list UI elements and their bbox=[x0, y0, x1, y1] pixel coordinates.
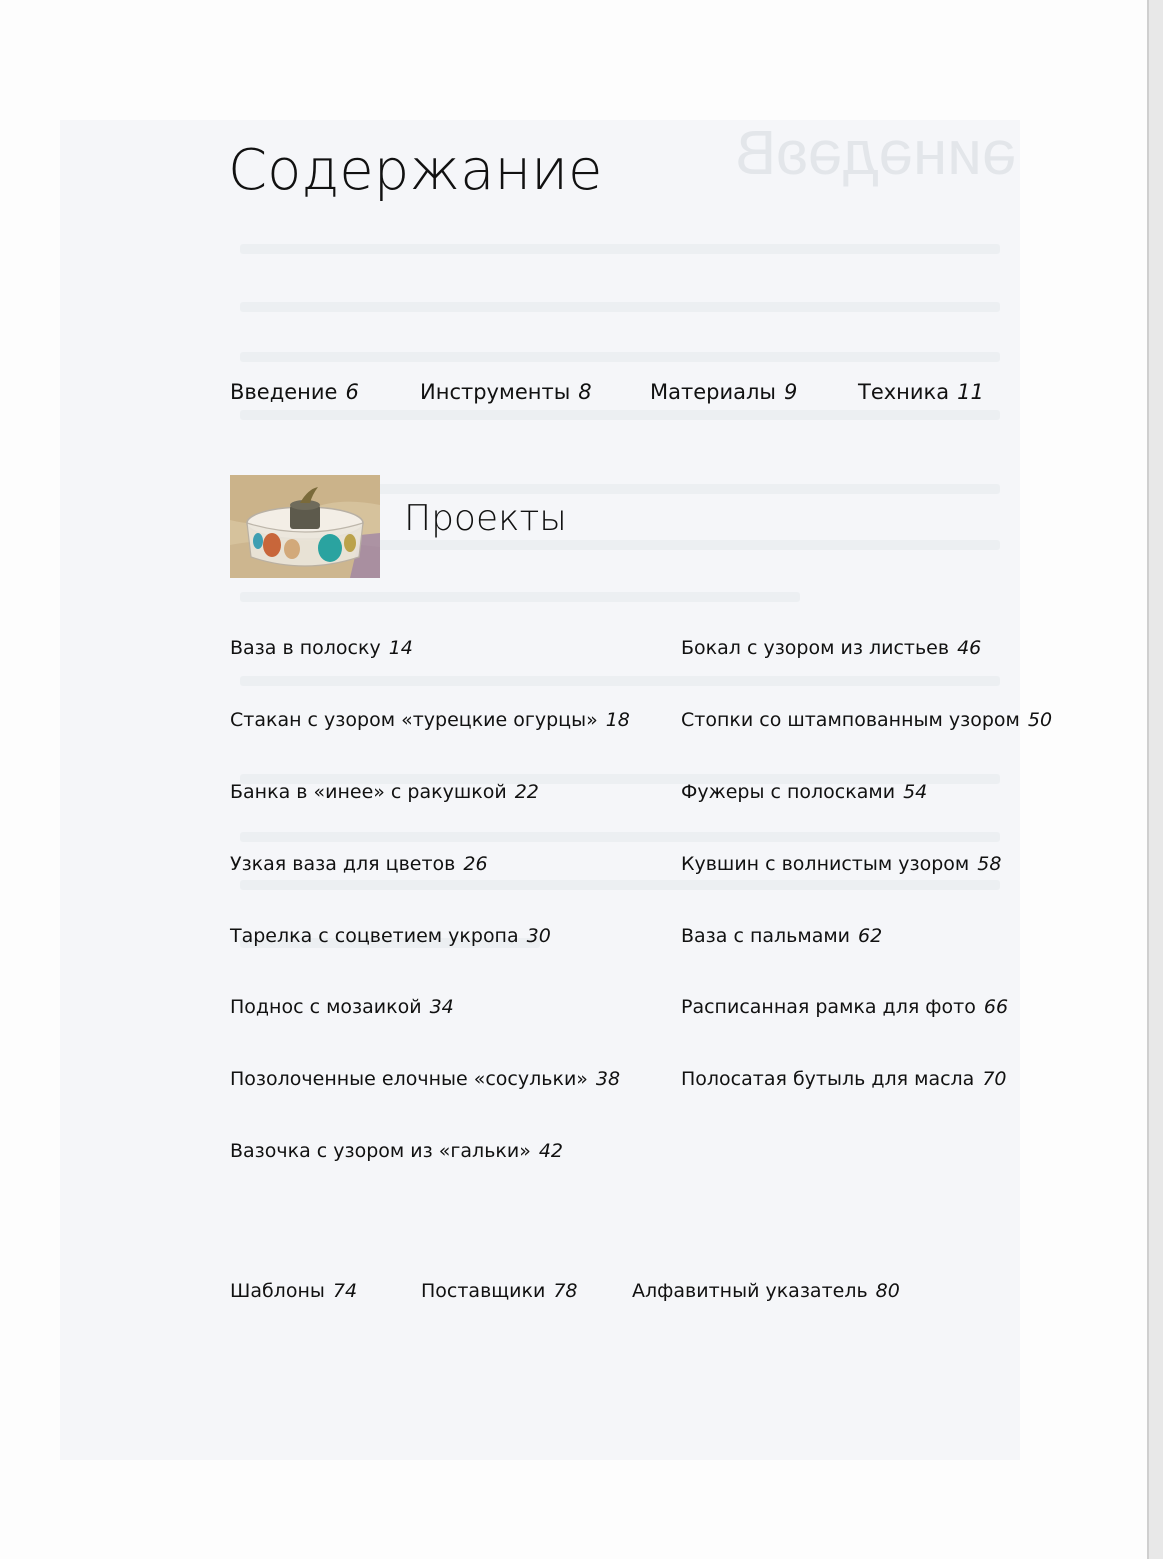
toc-entry-project[interactable] bbox=[681, 996, 1008, 1018]
show-through-line bbox=[240, 676, 1000, 686]
toc-entry-project[interactable] bbox=[230, 1068, 620, 1090]
toc-entry-project[interactable] bbox=[681, 853, 1001, 875]
show-through-line bbox=[240, 832, 1000, 842]
show-through-line bbox=[240, 302, 1000, 312]
toc-entry-suppliers[interactable] bbox=[421, 1280, 578, 1302]
toc-entry-tools[interactable] bbox=[420, 380, 592, 404]
toc-entry-label: Позолоченные елочные «сосульки» bbox=[230, 1068, 588, 1090]
toc-entry-label: Стопки со штампованным узором bbox=[681, 709, 1020, 731]
toc-entry-label: Тарелка с соцветием укропа bbox=[230, 925, 519, 947]
toc-entry-page: 74 bbox=[332, 1280, 358, 1302]
toc-entry-label: Бокал с узором из листьев bbox=[681, 637, 950, 659]
toc-entry-label: Стакан с узором «турецкие огурцы» bbox=[230, 709, 598, 731]
toc-entry-project[interactable] bbox=[681, 781, 927, 803]
show-through-line bbox=[240, 592, 800, 602]
toc-entry-label: Ваза в полоску bbox=[230, 637, 381, 659]
toc-entry-page: 6 bbox=[345, 380, 359, 404]
toc-entry-project[interactable] bbox=[230, 925, 551, 947]
toc-entry-page: 18 bbox=[605, 709, 630, 731]
toc-entry-page: 42 bbox=[538, 1140, 564, 1162]
toc-entry-page: 38 bbox=[595, 1068, 621, 1090]
page-title: Содержание bbox=[228, 138, 603, 203]
toc-entry-label: Техника bbox=[858, 380, 950, 404]
toc-entry-label: Узкая ваза для цветов bbox=[230, 853, 456, 875]
toc-entry-page: 14 bbox=[388, 637, 413, 659]
toc-entry-project[interactable] bbox=[681, 637, 981, 659]
toc-entry-project[interactable] bbox=[230, 1140, 563, 1162]
toc-entry-materials[interactable] bbox=[650, 380, 797, 404]
toc-entry-label: Фужеры с полосками bbox=[681, 781, 896, 803]
toc-entry-label: Ваза с пальмами bbox=[681, 925, 851, 947]
toc-entry-page: 9 bbox=[784, 380, 798, 404]
toc-entry-page: 34 bbox=[429, 996, 454, 1018]
page-edge bbox=[1149, 0, 1163, 1559]
toc-entry-index[interactable] bbox=[632, 1280, 900, 1302]
toc-entry-page: 22 bbox=[514, 781, 539, 803]
toc-entry-label: Введение bbox=[230, 380, 338, 404]
show-through-heading: ǝинǝдǝʚВ bbox=[735, 119, 1017, 188]
toc-entry-label: Поднос с мозаикой bbox=[230, 996, 422, 1018]
toc-entry-project[interactable] bbox=[230, 637, 413, 659]
toc-entry-page: 46 bbox=[957, 637, 982, 659]
toc-entry-project[interactable] bbox=[230, 709, 630, 731]
toc-entry-label: Банка в «инее» с ракушкой bbox=[230, 781, 507, 803]
toc-entry-page: 8 bbox=[578, 380, 592, 404]
toc-entry-label: Материалы bbox=[650, 380, 776, 404]
toc-entry-page: 62 bbox=[858, 925, 883, 947]
toc-entry-page: 50 bbox=[1027, 709, 1053, 731]
show-through-line bbox=[240, 244, 1000, 254]
toc-entry-project[interactable] bbox=[230, 781, 539, 803]
toc-entry-page: 70 bbox=[982, 1068, 1007, 1090]
toc-entry-project[interactable] bbox=[681, 1068, 1007, 1090]
toc-entry-project[interactable] bbox=[230, 996, 454, 1018]
toc-entry-page: 80 bbox=[875, 1280, 900, 1302]
toc-entry-page: 54 bbox=[903, 781, 928, 803]
toc-entry-page: 11 bbox=[957, 380, 984, 404]
toc-entry-label: Расписанная рамка для фото bbox=[681, 996, 976, 1018]
projects-heading: Проекты bbox=[404, 498, 567, 539]
toc-entry-templates[interactable] bbox=[230, 1280, 357, 1302]
toc-entry-label: Полосатая бутыль для масла bbox=[681, 1068, 975, 1090]
toc-entry-label: Кувшин с волнистым узором bbox=[681, 853, 970, 875]
toc-entry-page: 66 bbox=[983, 996, 1009, 1018]
show-through-line bbox=[240, 410, 1000, 420]
projects-photo bbox=[230, 475, 380, 578]
toc-entry-label: Шаблоны bbox=[230, 1280, 325, 1302]
toc-entry-project[interactable] bbox=[681, 925, 882, 947]
toc-entry-project[interactable] bbox=[681, 709, 1052, 731]
toc-entry-label: Инструменты bbox=[420, 380, 571, 404]
toc-entry-technique[interactable] bbox=[858, 380, 984, 404]
toc-entry-intro[interactable] bbox=[230, 380, 359, 404]
toc-entry-label: Алфавитный указатель bbox=[632, 1280, 868, 1302]
toc-entry-project[interactable] bbox=[230, 853, 488, 875]
toc-entry-page: 58 bbox=[977, 853, 1002, 875]
show-through-line bbox=[240, 880, 1000, 890]
toc-entry-page: 78 bbox=[553, 1280, 578, 1302]
toc-entry-page: 26 bbox=[463, 853, 488, 875]
show-through-line bbox=[240, 352, 1000, 362]
toc-entry-label: Вазочка с узором из «гальки» bbox=[230, 1140, 531, 1162]
toc-entry-page: 30 bbox=[526, 925, 551, 947]
toc-entry-label: Поставщики bbox=[421, 1280, 546, 1302]
candle-bowl-icon bbox=[230, 475, 380, 578]
